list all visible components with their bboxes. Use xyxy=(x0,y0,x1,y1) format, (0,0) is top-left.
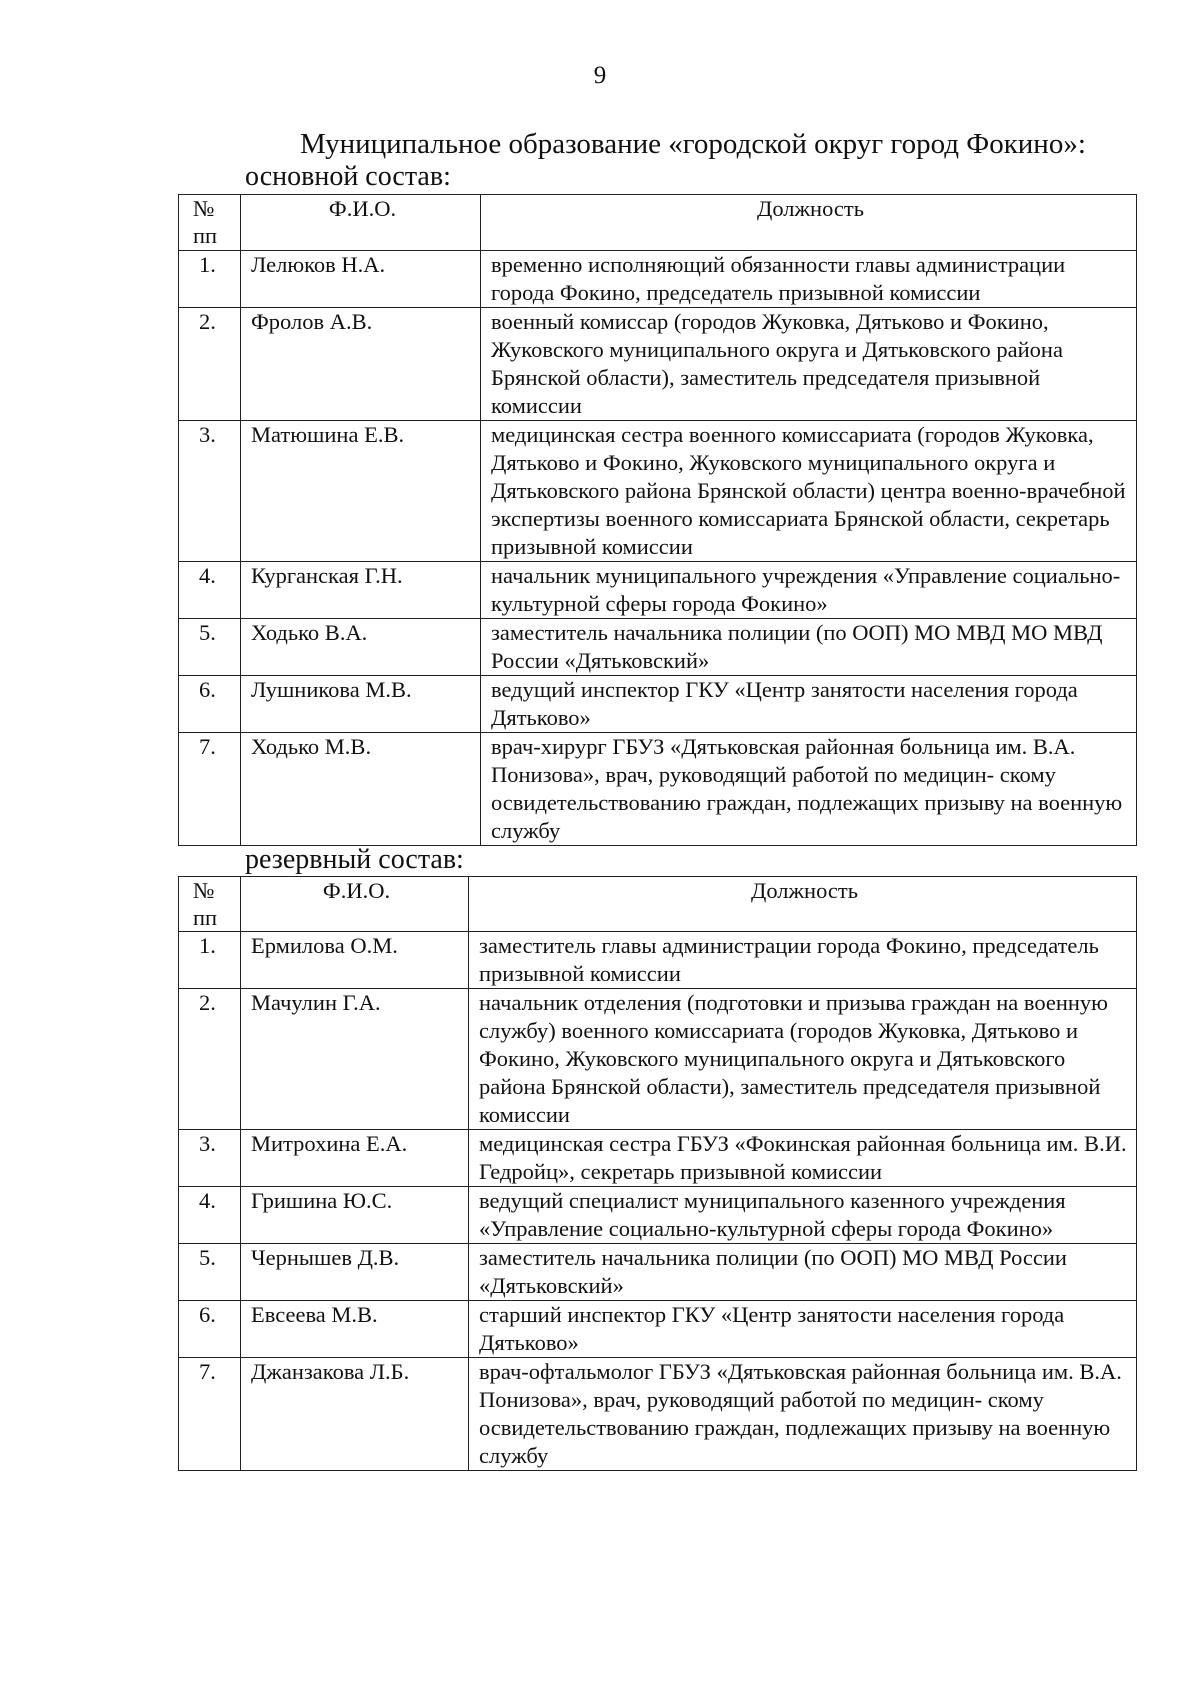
person-name: Ходько В.А. xyxy=(241,619,481,676)
row-number: 2. xyxy=(179,308,241,421)
row-number: 7. xyxy=(179,733,241,846)
table-row xyxy=(179,676,1137,733)
person-name: Лушникова М.В. xyxy=(241,676,481,733)
column-header-number: № пп xyxy=(179,877,241,932)
person-position: ведущий специалист муниципального казенного учреждения «Управление социально-культурной сферы города Фокино» xyxy=(469,1187,1137,1244)
person-name: Гришина Ю.С. xyxy=(241,1187,469,1244)
table-row xyxy=(179,1358,1137,1471)
column-header-position: Должность xyxy=(469,877,1137,932)
person-position: старший инспектор ГКУ «Центр занятости населения города Дятьково» xyxy=(469,1301,1137,1358)
person-name: Лелюков Н.А. xyxy=(241,251,481,308)
row-number: 4. xyxy=(179,562,241,619)
table-row xyxy=(179,1244,1137,1301)
person-name: Джанзакова Л.Б. xyxy=(241,1358,469,1471)
person-position: военный комиссар (городов Жуковка, Дятьково и Фокино, Жуковского муниципального округа и Дятьковского района Брянской области), заместитель председателя призывной комиссии xyxy=(481,308,1137,421)
row-number: 5. xyxy=(179,1244,241,1301)
person-name: Евсеева М.В. xyxy=(241,1301,469,1358)
table-row xyxy=(179,251,1137,308)
table-row xyxy=(179,562,1137,619)
person-name: Курганская Г.Н. xyxy=(241,562,481,619)
person-name: Митрохина Е.А. xyxy=(241,1130,469,1187)
person-position: начальник муниципального учреждения «Управление социально-культурной сферы города Фокино» xyxy=(481,562,1137,619)
column-header-name: Ф.И.О. xyxy=(241,195,481,251)
person-name: Мачулин Г.А. xyxy=(241,989,469,1130)
main-composition-table xyxy=(178,194,1137,846)
person-name: Ходько М.В. xyxy=(241,733,481,846)
table-row xyxy=(179,619,1137,676)
row-number: 7. xyxy=(179,1358,241,1471)
person-position: медицинская сестра военного комиссариата (городов Жуковка, Дятьково и Фокино, Жуковского муниципального округа и Дятьковского района Брянской области) центра военно-врачебной экспертизы военного комиссариата Брянской области, секретарь призывной комиссии xyxy=(481,421,1137,562)
person-name: Матюшина Е.В. xyxy=(241,421,481,562)
table-row xyxy=(179,932,1137,989)
person-position: врач-офтальмолог ГБУЗ «Дятьковская районная больница им. В.А. Понизова», врач, руководящий работой по медицин- скому освидетельствованию граждан, подлежащих призыву на военную службу xyxy=(469,1358,1137,1471)
main-composition-label: основной состав: xyxy=(245,161,451,192)
person-name: Фролов А.В. xyxy=(241,308,481,421)
person-position: заместитель главы администрации города Фокино, председатель призывной комиссии xyxy=(469,932,1137,989)
page-number: 9 xyxy=(593,62,607,89)
table-row xyxy=(179,1187,1137,1244)
table-row xyxy=(179,1130,1137,1187)
reserve-composition-label: резервный состав: xyxy=(245,844,464,875)
person-position: врач-хирург ГБУЗ «Дятьковская районная больница им. В.А. Понизова», врач, руководящий работой по медицин- скому освидетельствованию граждан, подлежащих призыву на военную службу xyxy=(481,733,1137,846)
column-header-number: № пп xyxy=(179,195,241,251)
column-header-position: Должность xyxy=(481,195,1137,251)
row-number: 2. xyxy=(179,989,241,1130)
document-heading: Муниципальное образование «городской округ город Фокино»: xyxy=(300,128,1086,160)
row-number: 3. xyxy=(179,1130,241,1187)
table-row xyxy=(179,733,1137,846)
table-row xyxy=(179,308,1137,421)
person-position: временно исполняющий обязанности главы администрации города Фокино, председатель призывной комиссии xyxy=(481,251,1137,308)
person-position: начальник отделения (подготовки и призыва граждан на военную службу) военного комиссариата (городов Жуковка, Дятьково и Фокино, Жуковского муниципального округа и Дятьковского района Брянской области), заместитель председателя призывной комиссии xyxy=(469,989,1137,1130)
person-name: Чернышев Д.В. xyxy=(241,1244,469,1301)
column-header-name: Ф.И.О. xyxy=(241,877,469,932)
row-number: 6. xyxy=(179,1301,241,1358)
person-position: заместитель начальника полиции (по ООП) МО МВД МО МВД России «Дятьковский» xyxy=(481,619,1137,676)
row-number: 1. xyxy=(179,932,241,989)
person-position: заместитель начальника полиции (по ООП) МО МВД России «Дятьковский» xyxy=(469,1244,1137,1301)
person-position: ведущий инспектор ГКУ «Центр занятости населения города Дятьково» xyxy=(481,676,1137,733)
table-row xyxy=(179,421,1137,562)
table-row xyxy=(179,1301,1137,1358)
row-number: 3. xyxy=(179,421,241,562)
table-header-row xyxy=(179,877,1137,932)
person-position: медицинская сестра ГБУЗ «Фокинская районная больница им. В.И. Гедройц», секретарь призывной комиссии xyxy=(469,1130,1137,1187)
reserve-composition-table xyxy=(178,876,1137,1471)
row-number: 1. xyxy=(179,251,241,308)
table-header-row xyxy=(179,195,1137,251)
row-number: 5. xyxy=(179,619,241,676)
person-name: Ермилова О.М. xyxy=(241,932,469,989)
row-number: 4. xyxy=(179,1187,241,1244)
table-row xyxy=(179,989,1137,1130)
row-number: 6. xyxy=(179,676,241,733)
